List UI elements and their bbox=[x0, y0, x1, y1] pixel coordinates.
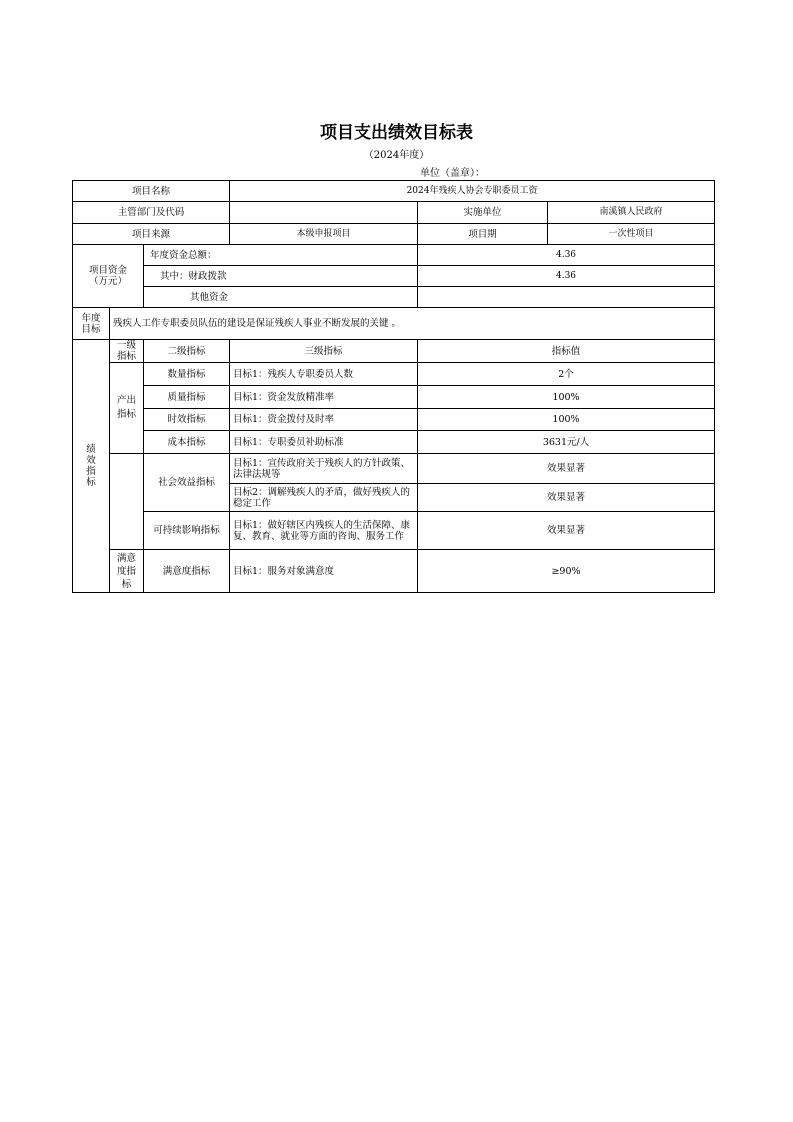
indicator-row bbox=[73, 409, 715, 431]
level2-cell: 满意度指标 bbox=[144, 550, 230, 593]
period-label: 项目期 bbox=[418, 224, 548, 245]
indicators-section-label: 绩 效 指 标 bbox=[73, 340, 110, 593]
level3-cell: 目标1：宣传政府关于残疾人的方针政策、法律法规等 bbox=[230, 454, 418, 484]
indicator-value-cell: 效果显著 bbox=[418, 454, 715, 484]
indicator-value-cell: 3631元/人 bbox=[418, 431, 715, 454]
impl-unit-value: 南溪镇人民政府 bbox=[548, 202, 715, 224]
dept-value bbox=[230, 202, 418, 224]
year-subtitle: （2024年度） bbox=[363, 150, 430, 161]
funds-label-line1: 项目资金 bbox=[88, 265, 127, 276]
source-label: 项目来源 bbox=[73, 224, 230, 245]
level2-cell: 质量指标 bbox=[144, 386, 230, 409]
impl-unit-label: 实施单位 bbox=[418, 202, 548, 224]
indicator-header-row bbox=[73, 340, 715, 363]
funds-label bbox=[73, 245, 144, 308]
project-name-value: 2024年残疾人协会专职委员工资 bbox=[230, 181, 715, 202]
benefit-indicator-label bbox=[110, 454, 144, 550]
indicator-row bbox=[73, 454, 715, 484]
funds-total-value: 4.36 bbox=[418, 245, 715, 266]
funds-label-line2: （万元） bbox=[88, 276, 127, 287]
period-value: 一次性项目 bbox=[548, 224, 715, 245]
page-title: 项目支出绩效目标表 bbox=[320, 123, 473, 143]
indicator-value-header: 指标值 bbox=[418, 340, 715, 363]
level2-cell: 社会效益指标 bbox=[144, 454, 230, 512]
indicator-value-cell: 100% bbox=[418, 409, 715, 431]
annual-goal-label-line1: 年度 bbox=[81, 312, 101, 324]
funds-other-value bbox=[418, 287, 715, 308]
funds-fiscal-label: 其中：财政拨款 bbox=[144, 266, 418, 287]
source-value: 本级申报项目 bbox=[230, 224, 418, 245]
level2-cell: 数量指标 bbox=[144, 363, 230, 386]
level3-cell: 目标1：服务对象满意度 bbox=[230, 550, 418, 593]
indicator-row bbox=[73, 363, 715, 386]
dept-label: 主管部门及代码 bbox=[73, 202, 230, 224]
indicator-row bbox=[73, 550, 715, 593]
indicator-row bbox=[73, 386, 715, 409]
funds-other-label: 其他资金 bbox=[144, 287, 418, 308]
indicator-row bbox=[73, 512, 715, 550]
output-indicator-label: 产出 指标 bbox=[110, 363, 144, 454]
annual-goal-row bbox=[73, 308, 715, 340]
level3-cell: 目标1：残疾人专职委员人数 bbox=[230, 363, 418, 386]
annual-goal-label-line2: 目标 bbox=[81, 323, 101, 335]
level1-header: 一级 指标 bbox=[110, 340, 144, 363]
project-name-label: 项目名称 bbox=[73, 181, 230, 202]
indicator-value-cell: ≥90% bbox=[418, 550, 715, 593]
level3-cell: 目标1：专职委员补助标准 bbox=[230, 431, 418, 454]
funds-total-row bbox=[73, 245, 715, 266]
project-name-row bbox=[73, 181, 715, 202]
annual-goal-label bbox=[73, 308, 110, 340]
indicator-value-cell: 2个 bbox=[418, 363, 715, 386]
annual-goal-text: 残疾人工作专职委员队伍的建设是保证残疾人事业不断发展的关键 。 bbox=[110, 308, 715, 340]
satisfaction-indicator-label: 满意 度指 标 bbox=[110, 550, 144, 593]
funds-fiscal-row bbox=[73, 266, 715, 287]
indicator-value-cell: 100% bbox=[418, 386, 715, 409]
level3-cell: 目标2：调解残疾人的矛盾，做好残疾人的稳定工作 bbox=[230, 484, 418, 512]
level2-header: 二级指标 bbox=[144, 340, 230, 363]
indicator-value-cell: 效果显著 bbox=[418, 484, 715, 512]
indicator-row bbox=[73, 431, 715, 454]
funds-total-label: 年度资金总额： bbox=[144, 245, 418, 266]
level3-cell: 目标1：资金发放精准率 bbox=[230, 386, 418, 409]
level2-cell: 可持续影响指标 bbox=[144, 512, 230, 550]
level3-cell: 目标1：资金拨付及时率 bbox=[230, 409, 418, 431]
funds-other-row bbox=[73, 287, 715, 308]
funds-fiscal-value: 4.36 bbox=[418, 266, 715, 287]
level2-cell: 成本指标 bbox=[144, 431, 230, 454]
performance-goal-table bbox=[72, 180, 715, 593]
level2-cell: 时效指标 bbox=[144, 409, 230, 431]
indicator-value-cell: 效果显著 bbox=[418, 512, 715, 550]
level3-header: 三级指标 bbox=[230, 340, 418, 363]
source-row bbox=[73, 224, 715, 245]
dept-row bbox=[73, 202, 715, 224]
level3-cell: 目标1：做好辖区内残疾人的生活保障、康复、教育、就业等方面的咨询、服务工作 bbox=[230, 512, 418, 550]
unit-stamp-label: 单位（盖章）： bbox=[420, 168, 485, 179]
